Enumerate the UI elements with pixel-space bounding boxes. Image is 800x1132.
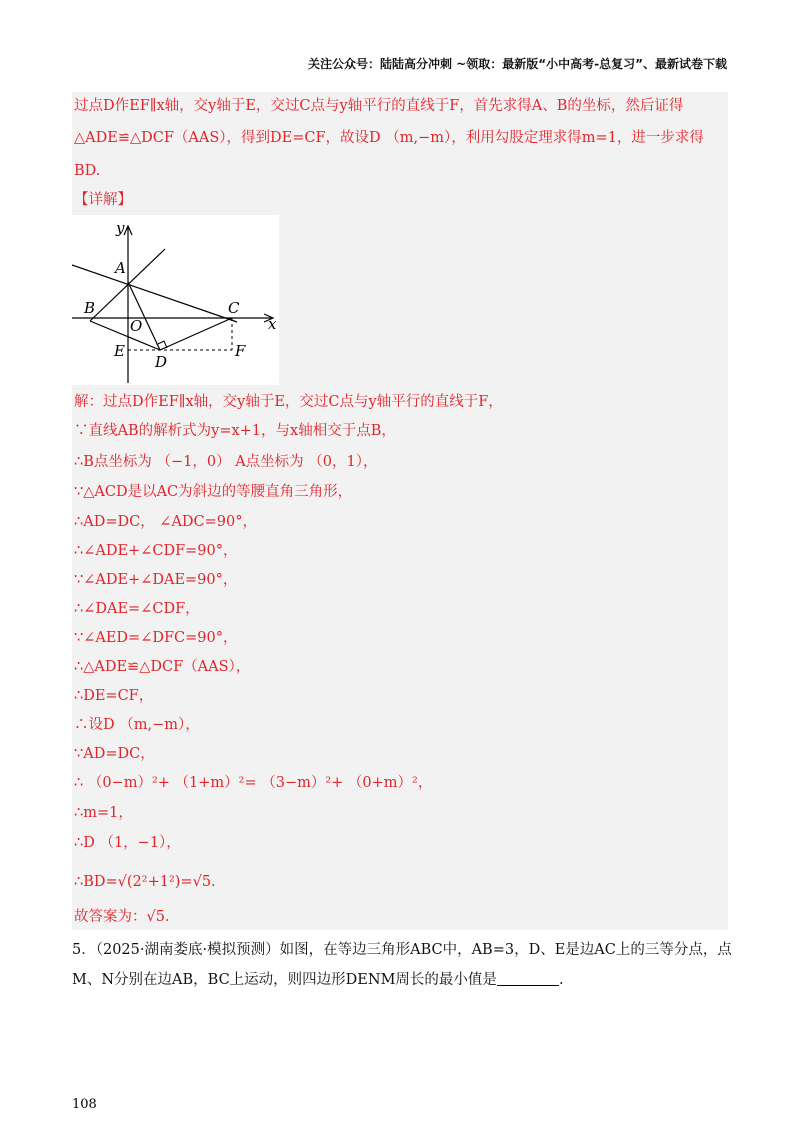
solution-line: ∴设D （m,−m）， [74, 717, 200, 733]
label-x: x [268, 315, 277, 333]
label-o: O [130, 317, 143, 335]
page-number: 108 [72, 1097, 97, 1112]
solution-line: ∵直线AB的解析式为y=x+1，与x轴相交于点B， [74, 423, 396, 439]
solution-line: 解：过点D作EF∥x轴，交y轴于E，交过C点与y轴平行的直线于F， [74, 394, 503, 410]
solution-line: ∴BD=√(2²+1²)=√5. [74, 874, 216, 890]
analysis-line-3: BD. [74, 163, 101, 179]
label-b: B [84, 299, 96, 317]
solution-line: ∴ （0−m）²+ （1+m）²= （3−m）²+ （0+m）²， [74, 775, 433, 791]
detail-heading: 【详解】 [74, 192, 132, 208]
segment-dc [160, 318, 232, 350]
solution-line: ∴∠DAE=∠CDF， [74, 601, 200, 617]
label-a: A [115, 259, 126, 277]
label-y: y [116, 219, 125, 237]
solution-line: ∴m=1， [74, 805, 133, 821]
label-f: F [235, 342, 246, 360]
solution-line: ∴DE=CF， [74, 688, 154, 704]
question-5-period: . [558, 972, 564, 988]
question-5-text: M、N分别在边AB，BC上运动，则四边形DENM周长的最小值是 [72, 972, 497, 988]
solution-line: ∵△ACD是以AC为斜边的等腰直角三角形， [74, 484, 353, 500]
page-header: 关注公众号：陆陆高分冲刺 ~领取：最新版“小中高考-总复习”、最新试卷下载 [308, 57, 727, 71]
solution-line: ∵∠ADE+∠DAE=90°， [74, 572, 238, 588]
solution-line: ∴B点坐标为 （−1，0） A点坐标为 （0，1）， [74, 454, 378, 470]
line-ac [72, 265, 237, 322]
answer-line: 故答案为：√5. [74, 909, 170, 925]
label-c: C [228, 299, 240, 317]
analysis-line-1: 过点D作EF∥x轴，交y轴于E，交过C点与y轴平行的直线于F，首先求得A、B的坐标，然后证得 [74, 98, 684, 114]
analysis-line-2: △ADE≌△DCF（AAS），得到DE=CF，故设D （m,−m），利用勾股定理求得m=1，进一步求得 [74, 130, 704, 146]
segment-ad [128, 282, 160, 350]
solution-line: ∴D （1，−1）， [74, 835, 181, 851]
solution-line: ∴△ADE≌△DCF（AAS）， [74, 659, 251, 675]
solution-line: ∴AD=DC， ∠ADC=90°， [74, 514, 257, 530]
solution-line: ∵AD=DC， [74, 746, 155, 762]
geometry-figure [72, 215, 279, 385]
label-e: E [114, 342, 125, 360]
answer-blank[interactable] [497, 971, 559, 986]
segment-bd [90, 321, 160, 350]
question-5-line-2 [72, 970, 564, 990]
solution-line: ∵∠AED=∠DFC=90°， [74, 630, 238, 646]
solution-line: ∴∠ADE+∠CDF=90°， [74, 543, 238, 559]
question-5-line-1: 5．（2025·湖南娄底·模拟预测）如图，在等边三角形ABC中，AB=3，D、E是边AC上的三等分点，点 [72, 942, 732, 958]
label-d: D [155, 353, 168, 371]
